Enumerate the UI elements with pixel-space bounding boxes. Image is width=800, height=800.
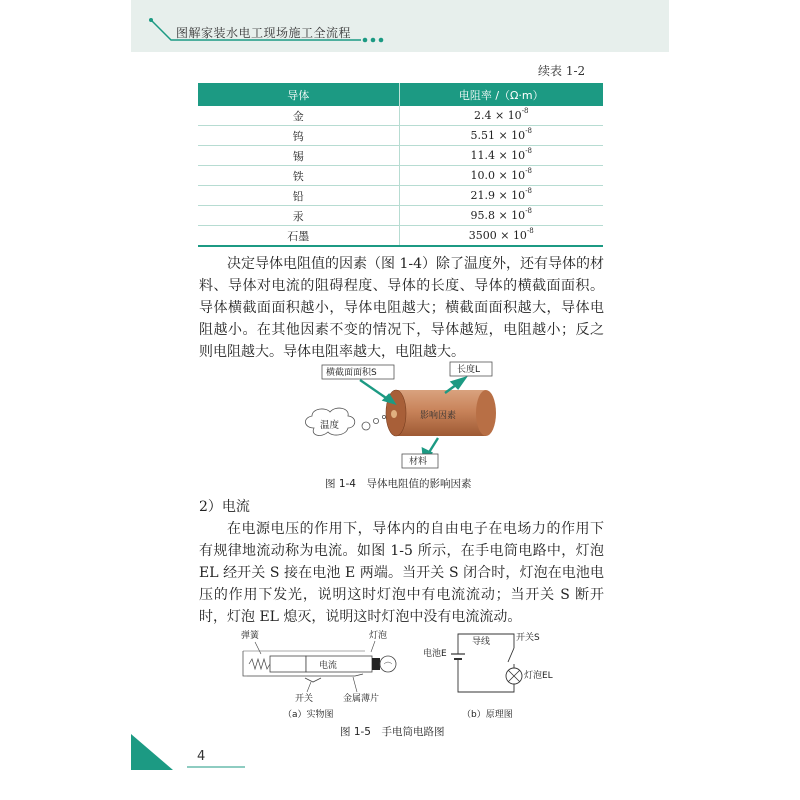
table-row (198, 186, 603, 206)
cell-resistivity: $21.9 \times 10^{-8}$ (399, 186, 603, 206)
label-cross-section: 横截面面积S (326, 368, 377, 378)
label-metal-strip: 金属薄片 (343, 694, 380, 704)
figure-1-5-caption: 图 1-5 手电筒电路图 (340, 726, 445, 738)
spring-icon (249, 659, 270, 669)
table-row (198, 166, 603, 186)
body-paragraph-current: 在电源电压的作用下，导体内的自由电子在电场力的作用下有规律地流动称为电流。如图 1-5 所示，在手电筒电路中，灯泡 EL 经开关 S 接在电池 E 两端。当开关 S 闭合时，灯泡在电池电压的作用下发光，说明这时灯泡中有电流流动；当开关 S 断开时，灯泡 EL 熄灭，说明这时灯泡中没有电流流动。 (199, 521, 604, 625)
table-caption: 续表 1-2 (538, 64, 586, 78)
section-heading-current: 2）电流 (199, 499, 250, 515)
label-length: 长度L (457, 365, 481, 375)
switch-lever (305, 678, 321, 682)
label-temperature: 温度 (320, 420, 340, 431)
figure-1-4-caption: 图 1-4 导体电阻值的影响因素 (325, 478, 472, 490)
cell-conductor: 金 (198, 106, 399, 126)
cell-resistivity: $10.0 \times 10^{-8}$ (399, 166, 603, 186)
table-row (198, 206, 603, 226)
footer-decoration (131, 734, 669, 770)
lamp-symbol (506, 668, 522, 684)
cell-conductor: 铅 (198, 186, 399, 206)
metal-strip (247, 674, 363, 676)
cell-resistivity: $5.51 \times 10^{-8}$ (399, 126, 603, 146)
temperature-cloud (305, 408, 385, 435)
figure-resistance-factors (290, 360, 520, 472)
cell-resistivity: $95.8 \times 10^{-8}$ (399, 206, 603, 226)
cell-conductor: 铁 (198, 166, 399, 186)
label-spring: 弹簧 (241, 631, 260, 641)
column-header-conductor: 导体 (198, 83, 399, 106)
cell-conductor: 石墨 (198, 226, 399, 247)
label-current: 电流 (319, 661, 338, 671)
table-row (198, 226, 603, 247)
sub-caption-physical: （a）实物图 (283, 710, 334, 720)
page-number: 4 (197, 749, 206, 764)
table-header-row (198, 83, 603, 106)
label-switch-s: 开关S (516, 633, 540, 643)
figure-flashlight-physical (235, 626, 405, 722)
column-header-resistivity: 电阻率 /（Ω·m） (399, 83, 603, 106)
label-battery: 电池E (423, 649, 447, 659)
cell-conductor: 钨 (198, 126, 399, 146)
label-wire: 导线 (472, 637, 491, 647)
table-row (198, 146, 603, 166)
label-bulb: 灯泡 (369, 631, 388, 641)
arrow-cross-section (360, 380, 389, 400)
switch-symbol (508, 648, 514, 662)
body-paragraph-resistance-factors: 决定导体电阻值的因素（图 1-4）除了温度外，还有导体的材料、导体对电流的阻碍程度、导体的长度、导体的横截面面积。导体横截面面积越小，导体电阻越大；横截面面积越大，导体电阻越小。在其他因素不变的情况下，导体越短，电阻越小；反之则电阻越大。导体电阻率越大，电阻越大。 (199, 256, 604, 360)
bulb-socket (372, 658, 380, 670)
cell-conductor: 汞 (198, 206, 399, 226)
bulb-icon (380, 656, 396, 672)
table-row (198, 106, 603, 126)
label-material: 材料 (409, 457, 428, 467)
sub-caption-schematic: （b）原理图 (462, 710, 513, 720)
cell-conductor: 锡 (198, 146, 399, 166)
label-switch-physical: 开关 (295, 694, 314, 704)
battery-2 (306, 656, 372, 672)
figure-flashlight-schematic (420, 626, 570, 722)
table-row (198, 126, 603, 146)
label-bulb-el: 灯泡EL (524, 671, 553, 681)
battery-1 (270, 656, 306, 672)
cell-resistivity: $3500 \times 10^{-8}$ (468, 227, 534, 242)
label-factors: 影响因素 (420, 411, 457, 421)
cell-resistivity: $2.4 \times 10^{-8}$ (399, 106, 603, 126)
resistivity-table (198, 83, 603, 247)
running-header-title: 图解家装水电工现场施工全流程 (176, 26, 352, 40)
cell-resistivity: $11.4 \times 10^{-8}$ (399, 146, 603, 166)
